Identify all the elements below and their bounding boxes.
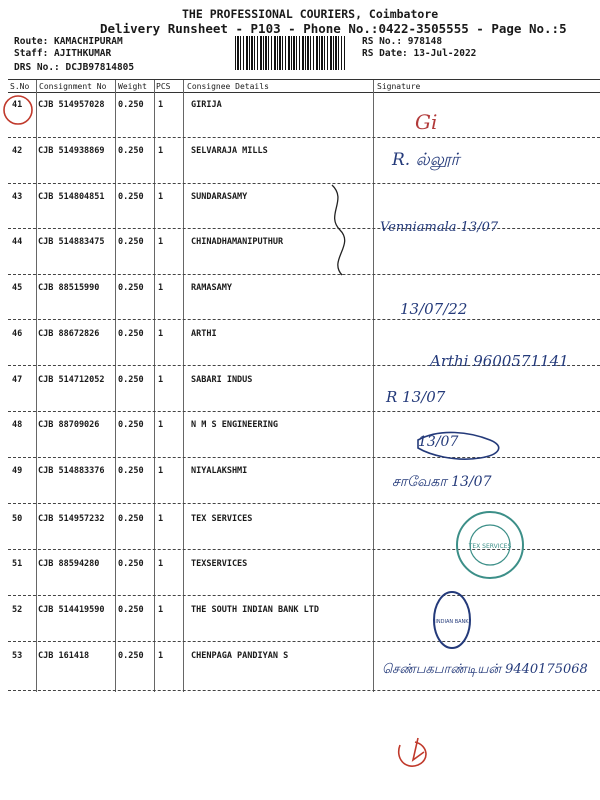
row-consignee: SABARI INDUS: [191, 375, 253, 385]
red-initial-mark: [399, 738, 426, 766]
row-consignment: CJB 88672826: [38, 329, 100, 339]
row-divider: [8, 228, 600, 229]
row-consignee: THE SOUTH INDIAN BANK LTD: [191, 605, 319, 615]
row-pcs: 1: [158, 192, 164, 202]
col-header-consignment: Consignment No: [39, 82, 107, 91]
rs-number: RS No.: 978148: [362, 36, 443, 47]
row-weight: 0.250: [118, 420, 144, 430]
row-consignment: CJB 514419590: [38, 605, 105, 615]
row-pcs: 1: [158, 237, 164, 247]
row-divider: [8, 457, 600, 458]
row-sno: 50: [12, 514, 23, 524]
row-sno: 51: [12, 559, 23, 569]
row-consignment: CJB 514804851: [38, 192, 105, 202]
signature-45: 13/07/22: [400, 300, 468, 318]
table-row: [0, 283, 600, 297]
table-row: [0, 605, 600, 619]
row-divider: [8, 503, 600, 504]
row-consignment: CJB 88515990: [38, 283, 100, 293]
row-sno: 41: [12, 100, 23, 110]
bank-stamp-text: INDIAN BANK: [435, 619, 469, 625]
row-pcs: 1: [158, 420, 164, 430]
signature-42: R. ல்லூர்: [392, 150, 460, 170]
row-divider: [8, 690, 600, 691]
table-row: [0, 192, 600, 206]
col-header-weight: Weight: [118, 82, 147, 91]
table-row: [0, 375, 600, 389]
row-consignee: SELVARAJA MILLS: [191, 146, 268, 156]
table-row: [0, 146, 600, 160]
row-consignment: CJB 88709026: [38, 420, 100, 430]
signature-46: Arthi 9600571141: [430, 352, 569, 370]
row-pcs: 1: [158, 283, 164, 293]
row-sno: 46: [12, 329, 23, 339]
row-consignment: CJB 514957232: [38, 514, 105, 524]
row-consignee: CHINADHAMANIPUTHUR: [191, 237, 284, 247]
row-divider: [8, 549, 600, 550]
row-divider: [8, 411, 600, 412]
staff-label: Staff: AJITHKUMAR: [14, 48, 112, 59]
row-sno: 47: [12, 375, 23, 385]
row-weight: 0.250: [118, 237, 144, 247]
row-consignee: NIYALAKSHMI: [191, 466, 248, 476]
row-sno: 42: [12, 146, 23, 156]
table-row: [0, 559, 600, 573]
row-weight: 0.250: [118, 283, 144, 293]
bank-stamp: [434, 592, 470, 648]
row-sno: 43: [12, 192, 23, 202]
row-weight: 0.250: [118, 100, 144, 110]
row-pcs: 1: [158, 651, 164, 661]
table-row: [0, 100, 600, 114]
row-consignment: CJB 514938869: [38, 146, 105, 156]
col-header-pcs: PCS: [156, 82, 171, 91]
row-consignment: CJB 514883475: [38, 237, 105, 247]
row-weight: 0.250: [118, 605, 144, 615]
runsheet-title: Delivery Runsheet - P103 - Phone No.:0422-3505555 - Page No.:5: [100, 21, 567, 36]
row-sno: 45: [12, 283, 23, 293]
row-weight: 0.250: [118, 651, 144, 661]
row-weight: 0.250: [118, 514, 144, 524]
row-divider: [8, 274, 600, 275]
signature-53: செண்பகபாண்டியன் 9440175068: [382, 662, 588, 677]
row-divider: [8, 641, 600, 642]
row-consignment: CJB 88594280: [38, 559, 100, 569]
table-row: [0, 420, 600, 434]
company-title: THE PROFESSIONAL COURIERS, Coimbatore: [182, 7, 439, 21]
drs-number: DRS No.: DCJB97814805: [14, 62, 135, 73]
row-consignment: CJB 161418: [38, 651, 90, 661]
row-pcs: 1: [158, 146, 164, 156]
row-weight: 0.250: [118, 192, 144, 202]
row-sno: 48: [12, 420, 23, 430]
row-pcs: 1: [158, 514, 164, 524]
row-pcs: 1: [158, 559, 164, 569]
row-divider: [8, 319, 600, 320]
row-consignment: CJB 514957028: [38, 100, 105, 110]
row-weight: 0.250: [118, 329, 144, 339]
signature-41: Gi: [415, 110, 438, 134]
row-weight: 0.250: [118, 146, 144, 156]
route-label: Route: KAMACHIPURAM: [14, 36, 123, 47]
table-row: [0, 514, 600, 528]
row-divider: [8, 137, 600, 138]
row-pcs: 1: [158, 605, 164, 615]
row-consignee: SUNDARASAMY: [191, 192, 248, 202]
row-consignee: GIRIJA: [191, 100, 222, 110]
row-sno: 52: [12, 605, 23, 615]
row-pcs: 1: [158, 329, 164, 339]
row-weight: 0.250: [118, 375, 144, 385]
row-consignee: CHENPAGA PANDIYAN S: [191, 651, 289, 661]
table-row: [0, 466, 600, 480]
row-divider: [8, 595, 600, 596]
row-pcs: 1: [158, 100, 164, 110]
row-weight: 0.250: [118, 559, 144, 569]
row-consignee: TEXSERVICES: [191, 559, 248, 569]
row-divider: [8, 183, 600, 184]
row-sno: 53: [12, 651, 23, 661]
table-top-rule: [8, 79, 600, 80]
row-consignment: CJB 514883376: [38, 466, 105, 476]
table-row: [0, 329, 600, 343]
row-consignee: ARTHI: [191, 329, 217, 339]
row-sno: 49: [12, 466, 23, 476]
row-weight: 0.250: [118, 466, 144, 476]
signature-48: 13/07: [418, 434, 459, 450]
barcode: [235, 36, 345, 70]
stamp-text: TEX SERVICES: [468, 543, 512, 550]
row-pcs: 1: [158, 375, 164, 385]
row-consignment: CJB 514712052: [38, 375, 105, 385]
table-row: [0, 237, 600, 251]
row-sno: 44: [12, 237, 23, 247]
col-header-signature: Signature: [377, 82, 421, 91]
signature-44: Venniamala 13/07: [380, 220, 499, 235]
row-consignee: N M S ENGINEERING: [191, 420, 278, 430]
row-consignee: TEX SERVICES: [191, 514, 253, 524]
header-bottom-rule: [8, 92, 600, 93]
col-header-sno: S.No: [10, 82, 30, 91]
rs-date: RS Date: 13-Jul-2022: [362, 48, 477, 59]
signature-49: சாவேகா 13/07: [392, 474, 492, 490]
col-header-consignee: Consignee Details: [187, 82, 269, 91]
row-consignee: RAMASAMY: [191, 283, 232, 293]
row-pcs: 1: [158, 466, 164, 476]
signature-47: R 13/07: [386, 388, 446, 406]
